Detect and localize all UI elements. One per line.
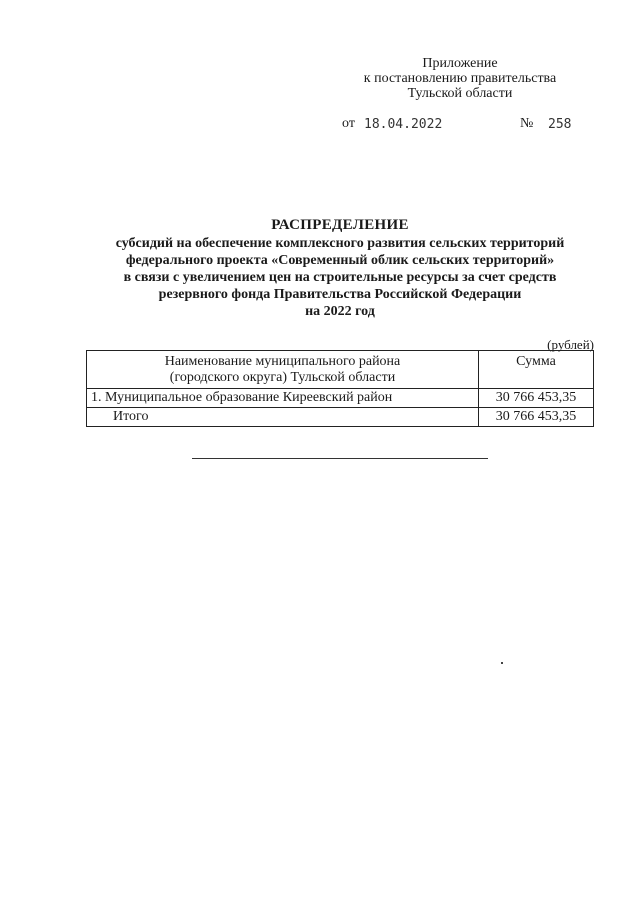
appendix-line: к постановлению правительства bbox=[363, 71, 557, 86]
title-line: в связи с увеличением цен на строительные ресурсы за счет средств bbox=[123, 270, 557, 285]
closing-rule bbox=[192, 458, 488, 459]
decree-reference bbox=[342, 116, 572, 132]
appendix-header bbox=[340, 56, 580, 101]
decree-date: 18.04.2022 bbox=[364, 117, 443, 132]
appendix-line: Тульской области bbox=[407, 86, 513, 101]
decree-number: 258 bbox=[548, 117, 572, 132]
header-sum-column: Сумма bbox=[479, 351, 594, 389]
row-sum: 30 766 453,35 bbox=[479, 389, 594, 408]
appendix-line: Приложение bbox=[422, 56, 498, 71]
units-label: (рублей) bbox=[547, 337, 594, 352]
date-prefix: от bbox=[342, 116, 355, 131]
header-name-line: (городского округа) Тульской области bbox=[169, 370, 396, 385]
title-main: РАСПРЕДЕЛЕНИЕ bbox=[271, 217, 409, 233]
row-name: 1. Муниципальное образование Киреевский район bbox=[87, 389, 479, 408]
distribution-table bbox=[86, 350, 594, 427]
title-line: федерального проекта «Современный облик сельских территорий» bbox=[125, 253, 555, 268]
table-row bbox=[87, 389, 594, 408]
title-line: на 2022 год bbox=[305, 304, 375, 319]
title-line: резервного фонда Правительства Российской Федерации bbox=[158, 287, 522, 302]
header-name-line: Наименование муниципального района bbox=[164, 354, 401, 369]
title-line: субсидий на обеспечение комплексного развития сельских территорий bbox=[115, 236, 565, 251]
table-total-row bbox=[87, 408, 594, 427]
document-title bbox=[60, 217, 620, 320]
header-name-column bbox=[87, 351, 479, 389]
total-sum: 30 766 453,35 bbox=[479, 408, 594, 427]
number-label: № bbox=[520, 116, 534, 131]
table-header-row bbox=[87, 351, 594, 389]
total-label: Итого bbox=[87, 408, 479, 427]
scan-speck bbox=[501, 662, 503, 664]
